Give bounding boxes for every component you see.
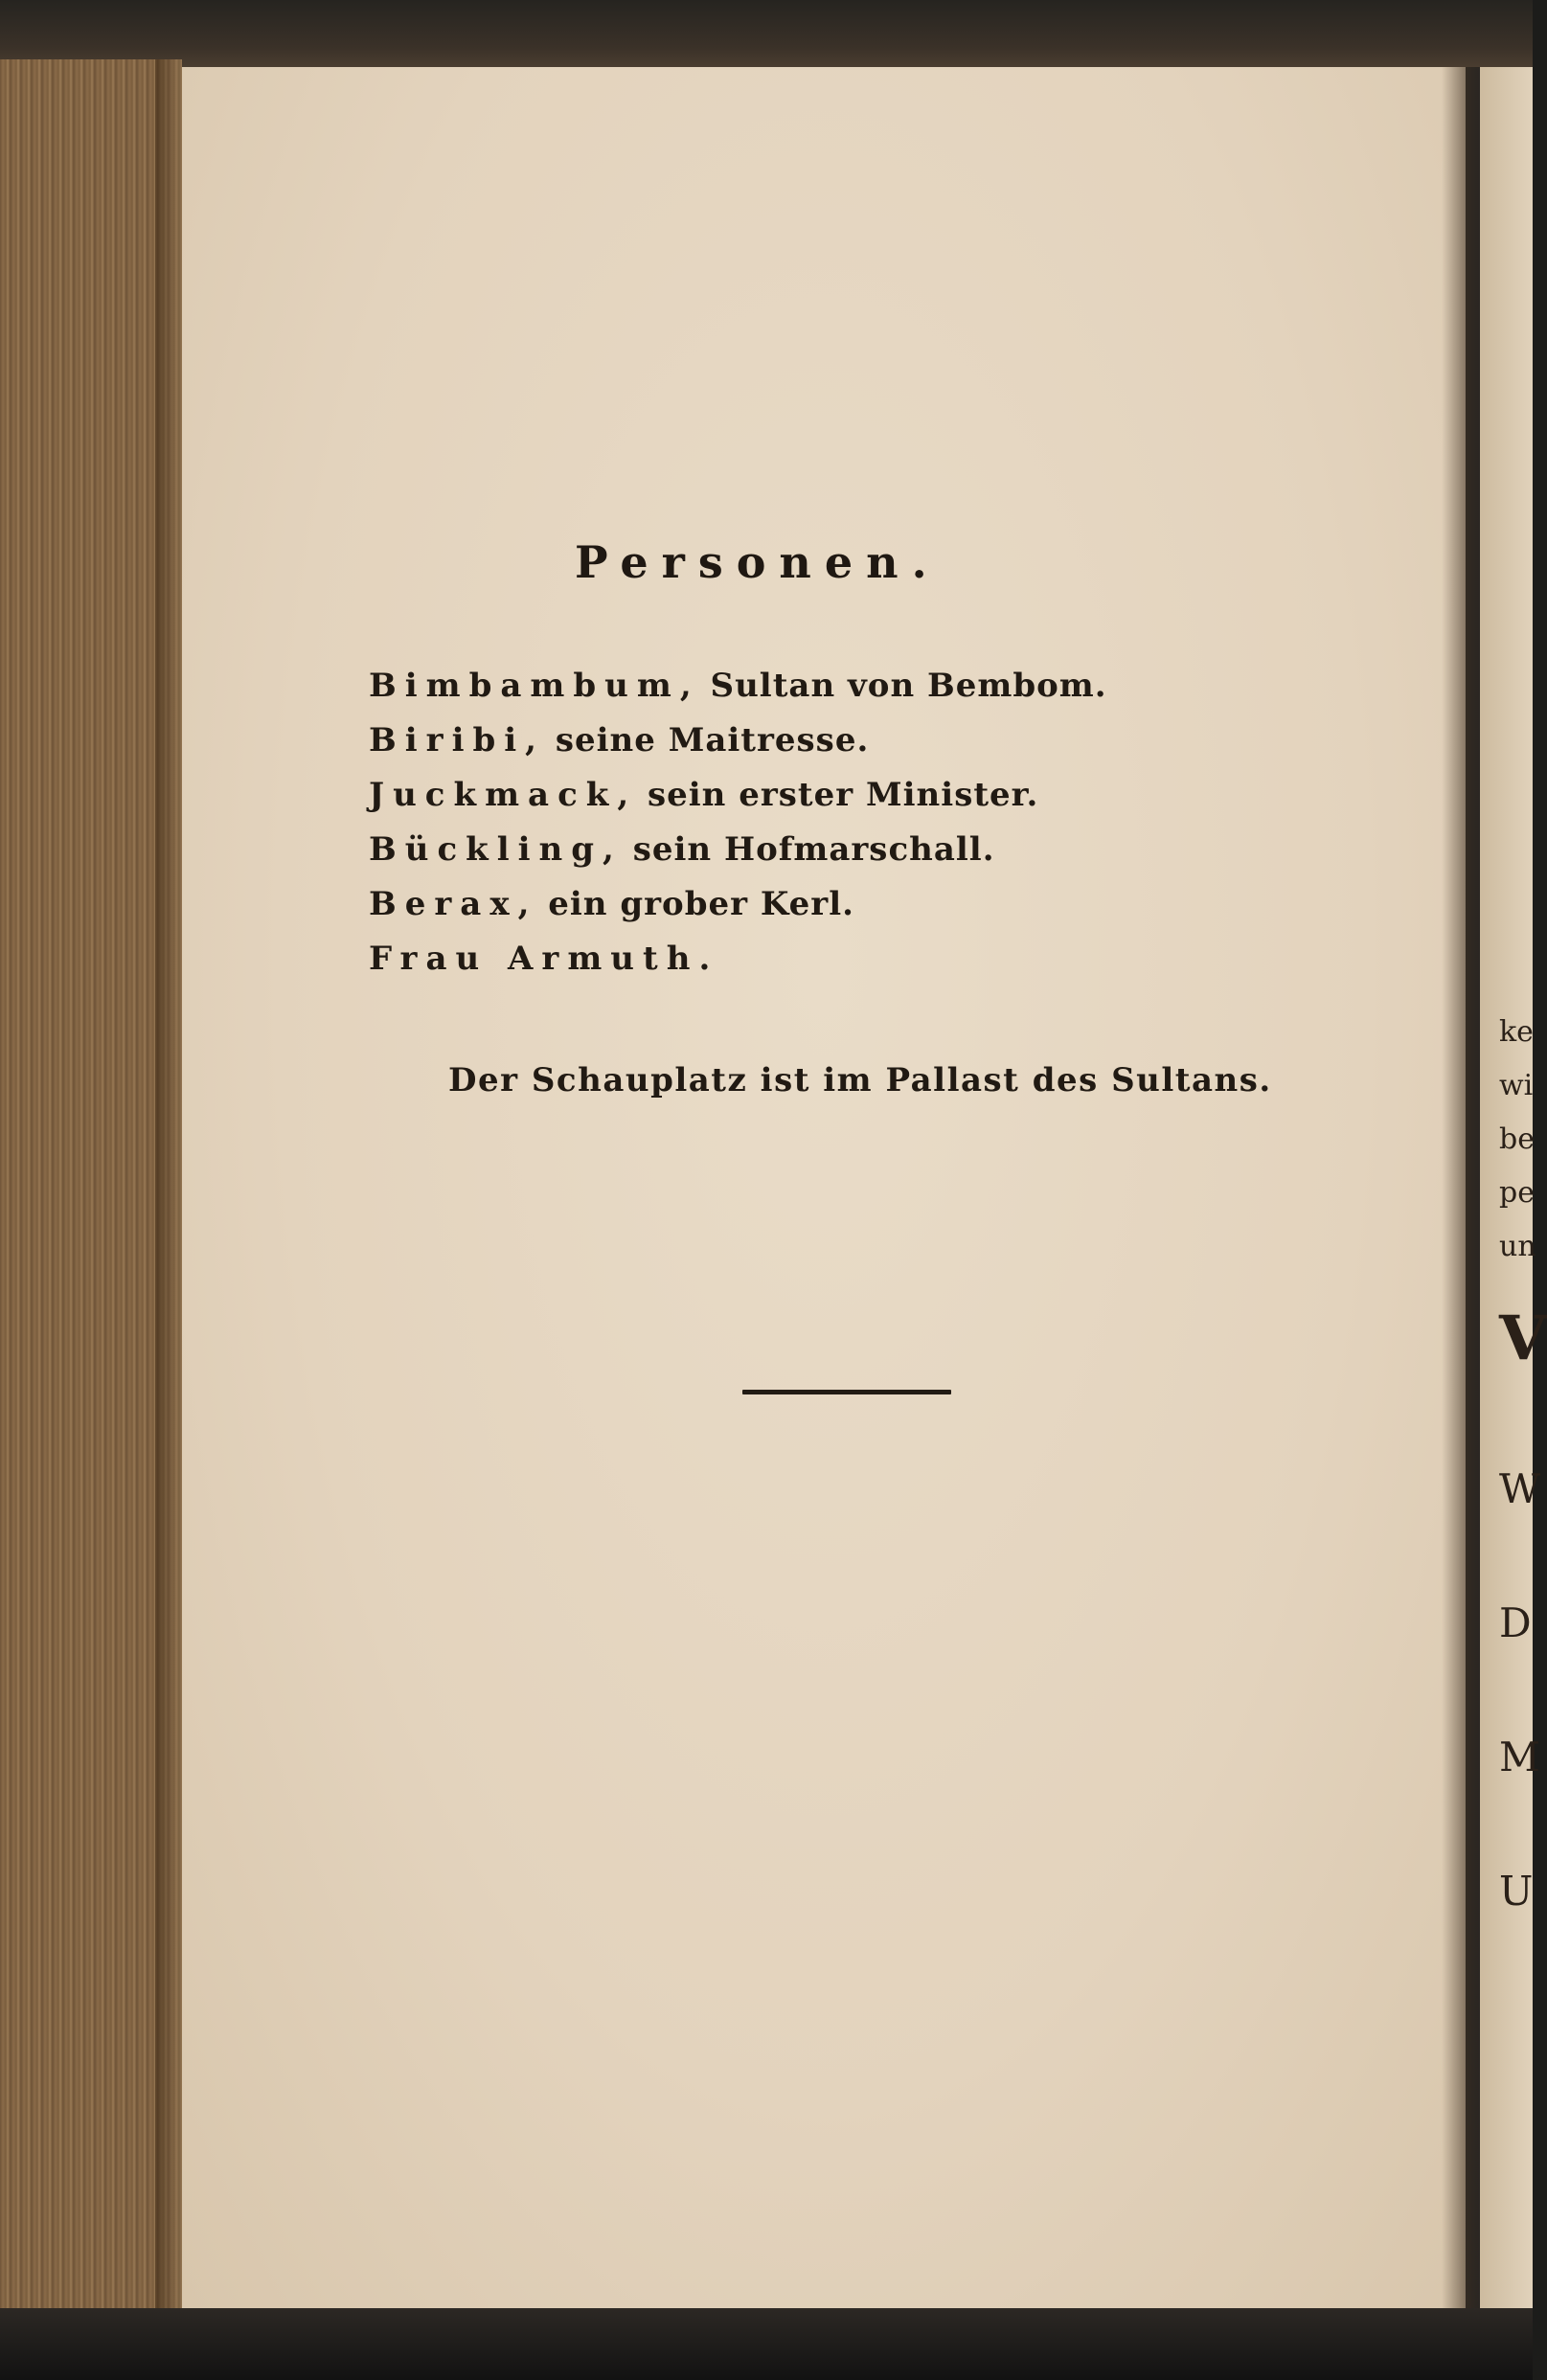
page-heading: Personen. xyxy=(575,536,941,588)
cast-name: Bückling, xyxy=(369,830,623,869)
next-page-fragment: be xyxy=(1499,1122,1535,1156)
cast-role: sein Hofmarschall. xyxy=(632,830,995,869)
cast-list xyxy=(369,659,1107,986)
cast-role: Sultan von Bembom. xyxy=(710,667,1107,705)
cast-entry xyxy=(369,714,1107,768)
cast-name: Bimbambum, xyxy=(369,667,700,705)
cast-role: ein grober Kerl. xyxy=(548,885,854,923)
next-page-fragment: ke xyxy=(1499,1015,1534,1049)
cast-name: Biribi, xyxy=(369,721,546,759)
cast-entry xyxy=(369,823,1107,877)
next-page-fragment: M xyxy=(1499,1734,1541,1780)
next-page-fragment: un xyxy=(1499,1230,1536,1263)
next-page-fragment: U xyxy=(1499,1868,1534,1915)
cast-role: seine Maitresse. xyxy=(555,721,870,759)
next-page-fragment: pe xyxy=(1499,1176,1535,1210)
next-page-fragment: D xyxy=(1499,1599,1532,1646)
setting-line: Der Schauplatz ist im Pallast des Sultans. xyxy=(448,1061,1272,1099)
cast-name: Berax, xyxy=(369,885,538,923)
cast-entry xyxy=(369,768,1107,823)
cast-role: sein erster Minister. xyxy=(647,776,1039,814)
next-page-fragment: V xyxy=(1499,1303,1547,1374)
next-page-fragment: wi xyxy=(1499,1069,1534,1102)
section-divider xyxy=(742,1390,951,1394)
cast-name: Juckmack, xyxy=(369,776,638,814)
cast-entry xyxy=(369,877,1107,932)
next-page-fragment: W xyxy=(1499,1465,1541,1512)
cast-name: Frau Armuth. xyxy=(369,940,719,978)
cast-entry xyxy=(369,659,1107,714)
cast-entry xyxy=(369,932,1107,986)
